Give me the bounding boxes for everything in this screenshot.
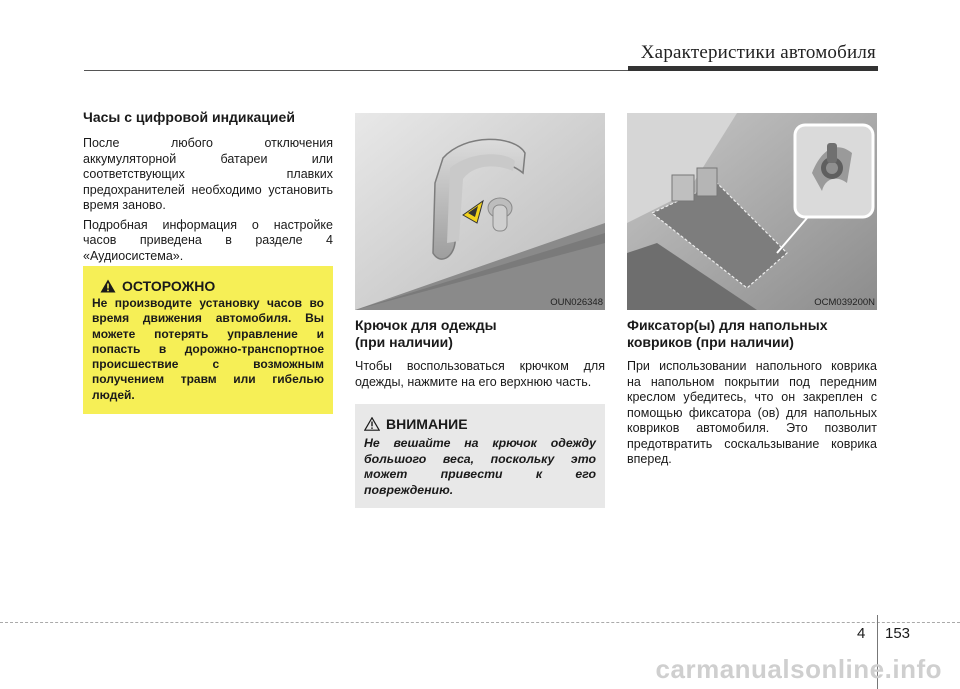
section-heading-clock: Часы с цифровой индикацией	[83, 109, 295, 125]
warning-triangle-outline-icon	[364, 417, 380, 431]
paragraph-floor-mat: При использовании напольного коврика на напольном покрытии под передним креслом убедитесь, что он закреплен с помощью фиксатора (ов) для напольных ковриков автомобиля. Это позволит предотвратить соскальзывание коврика вперед.	[627, 359, 877, 466]
section-heading-floor-mat-2: ковриков (при наличии)	[627, 334, 794, 350]
column-floor-mat	[627, 317, 877, 468]
floor-mat-anchor-image	[627, 113, 877, 310]
coat-hook-illustration	[355, 113, 605, 310]
paragraph-clock-reset: После любого отключения аккумуляторной батареи или соответствующих плавких предохранителей необходимо установить время заново.	[83, 136, 333, 212]
floor-mat-illustration	[627, 113, 877, 310]
watermark: carmanualsonline.info	[655, 654, 942, 684]
page-number: 153	[885, 625, 911, 642]
chapter-number: 4	[857, 625, 866, 642]
chapter-title: Характеристики автомобиля	[640, 42, 876, 63]
warning-triangle-icon	[100, 279, 116, 293]
warning-title-row	[364, 416, 596, 432]
section-heading-coat-hook-2: (при наличии)	[355, 334, 453, 350]
column-coat-hook	[355, 317, 605, 390]
paragraph-clock-audio: Подробная информация о настройке часов приведена в разделе 4 «Аудиосистема».	[83, 217, 333, 263]
section-heading-coat-hook-1: Крючок для одежды	[355, 317, 497, 333]
warning-title: ВНИМАНИЕ	[386, 416, 468, 432]
footer-dashed-line	[0, 622, 960, 623]
image-code-coat-hook: OUN026348	[550, 297, 603, 308]
caution-title: ОСТОРОЖНО	[122, 278, 216, 294]
image-code-floor-mat: OCM039200N	[814, 297, 875, 308]
warning-box	[355, 404, 605, 508]
header-rule-accent	[628, 66, 878, 71]
section-heading-floor-mat-1: Фиксатор(ы) для напольных	[627, 317, 828, 333]
caution-box	[83, 266, 333, 414]
caution-title-row	[100, 278, 324, 294]
column-clock	[83, 109, 333, 264]
warning-text: Не вешайте на крючок одежду большого веса, поскольку это может привести к его повреждению.	[364, 436, 596, 497]
paragraph-coat-hook: Чтобы воспользоваться крючком для одежды, нажмите на его верхнюю часть.	[355, 359, 605, 389]
caution-text: Не производите установку часов во время движения автомобиля. Вы можете потерять управление и попасть в дорожно-транспортное происшествие с возможным получением травм или гибелью людей.	[92, 296, 324, 402]
coat-hook-image	[355, 113, 605, 310]
